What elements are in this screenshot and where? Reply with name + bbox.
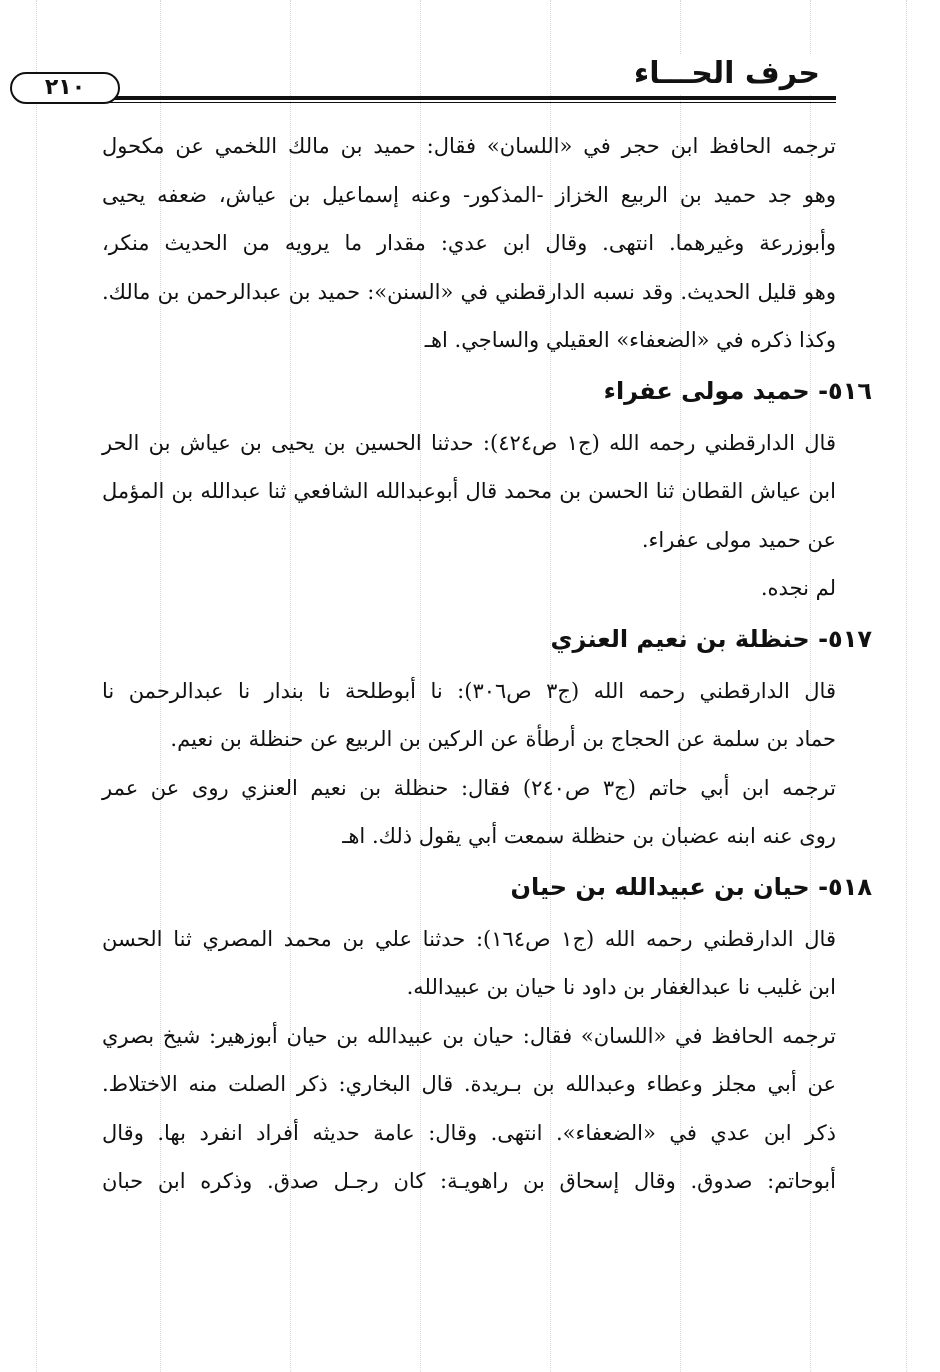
text-line: وهو قليل الحديث. وقد نسبه الدارقطني في «السنن»: حميد بن عبدالرحمن بن مالك. — [102, 279, 836, 304]
text-line: ابن عياش القطان ثنا الحسن بن محمد قال أبوعبدالله الشافعي ثنا عبدالله بن المؤمل — [102, 479, 836, 503]
page-header — [44, 52, 836, 104]
entry-heading: ٥١٧- حنظلة بن نعيم العنزي — [550, 624, 872, 653]
text-line: ذكر ابن عدي في «الضعفاء». انتهى. وقال: عامة حديثه أفراد انفرد بها. وقال — [102, 1120, 836, 1145]
paragraph — [102, 122, 836, 365]
entry-heading: ٥١٨- حيان بن عبيدالله بن حيان — [510, 872, 872, 901]
header-rule — [96, 96, 836, 100]
text-line: قال الدارقطني رحمه الله (ج١ ص١٦٤): حدثنا علي بن محمد المصري ثنا الحسن — [102, 926, 836, 951]
text-line: وأبوزرعة وغيرهما. انتهى. وقال ابن عدي: مقدار ما يرويه من الحديث منكر، — [102, 231, 836, 255]
text-line: وكذا ذكره في «الضعفاء» العقيلي والساجي. اهـ — [424, 328, 836, 352]
text-line: أبوحاتم: صدوق. وقال إسحاق بن راهويـة: كان رجـل صدق. وذكره ابن حبان — [102, 1169, 836, 1193]
page-body — [102, 122, 872, 1206]
header-rule-thin — [96, 102, 836, 103]
text-line: ترجمه الحافظ في «اللسان» فقال: حيان بن عبيدالله بن حيان أبوزهير: شيخ بصري — [102, 1023, 836, 1048]
paragraph — [102, 915, 836, 1206]
text-line: ترجمه ابن أبي حاتم (ج٣ ص٢٤٠) فقال: حنظلة بن نعيم العنزي روى عن عمر — [102, 775, 836, 800]
text-line: ترجمه الحافظ ابن حجر في «اللسان» فقال: حميد بن مالك اللخمي عن مكحول — [102, 134, 836, 158]
text-line: لم نجده. — [760, 576, 836, 600]
paragraph — [102, 419, 836, 613]
entry-518 — [102, 865, 872, 1206]
text-line: قال الدارقطني رحمه الله (ج١ ص٤٢٤): حدثنا الحسين بن يحيى بن عياش بن الحر — [102, 430, 836, 455]
entry-516 — [102, 369, 872, 613]
entry-517 — [102, 617, 872, 861]
chapter-title: حرف الحـــاء — [628, 54, 826, 94]
text-line: عن أبي مجلز وعطاء وعبدالله بن بـريدة. قال البخاري: ذكر الصلت منه الاختلاط. — [102, 1072, 836, 1096]
text-line: روى عنه ابنه عضبان بن حنظلة سمعت أبي يقول ذلك. اهـ — [342, 824, 836, 848]
page-number: ٢١٠ — [10, 72, 120, 104]
entry-heading: ٥١٦- حميد مولى عفراء — [603, 376, 872, 405]
text-line: قال الدارقطني رحمه الله (ج٣ ص٣٠٦): نا أبوطلحة نا بندار نا عبدالرحمن نا — [102, 678, 836, 703]
text-line: ابن غليب نا عبدالغفار بن داود نا حيان بن عبيدالله. — [406, 975, 836, 999]
paragraph — [102, 667, 836, 861]
text-line: حماد بن سلمة عن الحجاج بن أرطأة عن الركين بن الربيع عن حنظلة بن نعيم. — [170, 727, 836, 751]
text-line: وهو جد حميد بن الربيع الخزاز -المذكور- وعنه إسماعيل بن عياش، ضعفه يحيى — [102, 182, 836, 207]
entry-continuation — [102, 122, 836, 365]
text-line: عن حميد مولى عفراء. — [641, 527, 836, 552]
